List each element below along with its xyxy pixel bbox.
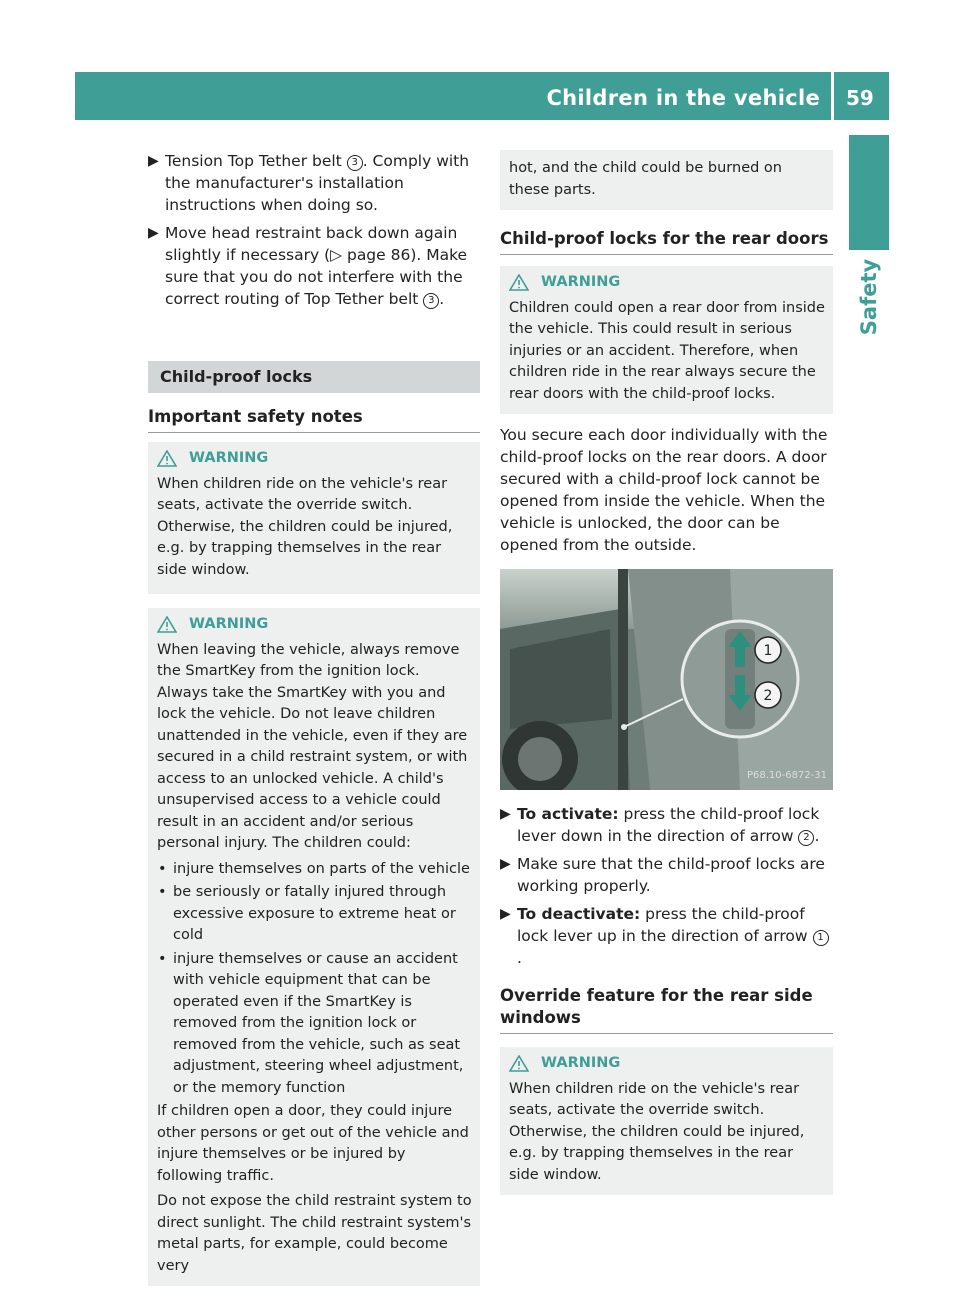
header-divider [831,72,834,120]
step-text: press the child-proof lock lever up in the direction of arrow [517,905,813,945]
bullet-icon: • [158,950,167,967]
subsection-title: Override feature for the rear side windows [500,985,833,1034]
step-text: . Comply with the manufacturer's installation instructions when doing so. [165,152,470,214]
warning-triangle-icon [157,450,177,467]
bullet-icon: • [158,860,167,877]
bullet-icon: • [158,884,167,900]
instruction-step [500,803,833,847]
warning-box-continued [500,150,833,210]
marker-2: 2 [763,688,773,704]
step-text: . [439,290,445,308]
step-text: Tension Top Tether belt [165,152,347,170]
subsection-title: Child-proof locks for the rear doors [500,228,833,255]
step-text: . [517,949,522,967]
step-text: . [814,827,820,845]
callout-number: 3 [347,155,363,171]
callout-number: 2 [798,830,814,846]
callout-number: 1 [813,930,829,946]
marker-1: 1 [763,643,773,659]
step-arrow-icon: ▶ [500,806,511,822]
step-text: Move head restraint back down again slightly if necessary ( [165,224,458,264]
callout-number: 3 [423,293,439,309]
warning-text: When children ride on the vehicle's rear seats, activate the override switch. Otherwise, the children could be injured, e.g. by trapping themselves in the rear side window. [509,1080,805,1183]
vehicle-door-illustration [500,569,833,790]
step-text: press the child-proof lock lever down in the direction of arrow [517,805,820,845]
warning-label: WARNING [189,450,269,466]
warning-box [500,266,833,414]
warning-box [148,608,480,1286]
step-arrow-icon: ▶ [148,225,159,241]
page-ref-link[interactable]: page 86). Make sure that you do not interfere with the correct routing of Top Tether belt [165,246,468,308]
step-text: Make sure that the child-proof locks are working properly. [517,855,825,895]
side-tab-label: Safety [857,258,881,336]
warning-text: If children open a door, they could injure other persons or get out of the vehicle and injure themselves or be injured by following traffic. [157,1103,469,1184]
right-column [500,150,833,1195]
warning-triangle-icon [509,1055,529,1072]
page-number: 59 [846,86,874,110]
door-lock-photo [500,569,833,790]
warning-text: Children could open a rear door from inside the vehicle. This could result in serious injuries or an accident. Therefore, when children ride in the rear always secure the rear doors with the child-proof locks. [509,299,825,402]
warning-text: hot, and the child could be burned on these parts. [509,160,782,198]
page-title: Children in the vehicle [546,86,820,110]
warning-triangle-icon [509,274,529,291]
instruction-step [500,853,833,897]
warning-text: When leaving the vehicle, always remove the SmartKey from the ignition lock. Always take the SmartKey with you and lock the vehicle. Do not leave children unattended in the vehicle, even if they are secured in a child restraint system, or with access to an unlocked vehicle. A child's unsupervised access to a vehicle could result in an accident and/or serious personal injury. The children could: [157,641,468,851]
list-item-text: injure themselves on parts of the vehicle [173,860,470,877]
step-arrow-icon: ▶ [500,906,511,922]
page-ref-arrow-icon: ▷ [330,246,343,264]
warning-box [500,1047,833,1195]
step-label: To deactivate: [517,905,641,923]
side-tab-block [849,135,889,250]
subsection-title: Important safety notes [148,406,480,433]
instruction-step [500,903,833,969]
warning-text: Do not expose the child restraint system to direct sunlight. The child restraint system's metal parts, for example, could become very [157,1193,472,1274]
section-title: Child-proof locks [148,361,480,393]
list-item [157,859,472,881]
warning-triangle-icon [157,616,177,633]
warning-box [148,442,480,594]
list-item-text: be seriously or fatally injured through excessive exposure to extreme heat or cold [173,884,456,943]
image-code: P68.10-6872-31 [746,770,827,781]
body-text: You secure each door individually with the child-proof locks on the rear doors. A door secured with a child-proof lock cannot be opened from inside the vehicle. When the vehicle is unlocked, the door can be opened from the outside. [500,426,828,554]
step-label: To activate: [517,805,619,823]
step-arrow-icon: ▶ [148,153,159,169]
warning-text: When children ride on the vehicle's rear seats, activate the override switch. Otherwise, the children could be injured, e.g. by trapping themselves in the rear side window. [157,475,453,578]
step-arrow-icon: ▶ [500,856,511,872]
warning-label: WARNING [541,1055,621,1071]
list-item [157,949,472,1100]
warning-label: WARNING [541,274,621,290]
list-item-text: injure themselves or cause an accident with vehicle equipment that can be operated even if the SmartKey is removed from the ignition lock or removed from the vehicle, such as seat adjustment, steering wheel adjustment, or the memory function [173,950,464,1096]
instruction-step [148,150,480,216]
left-column [148,150,480,1286]
warning-label: WARNING [189,616,269,632]
list-item [157,882,472,947]
instruction-step [148,222,480,310]
